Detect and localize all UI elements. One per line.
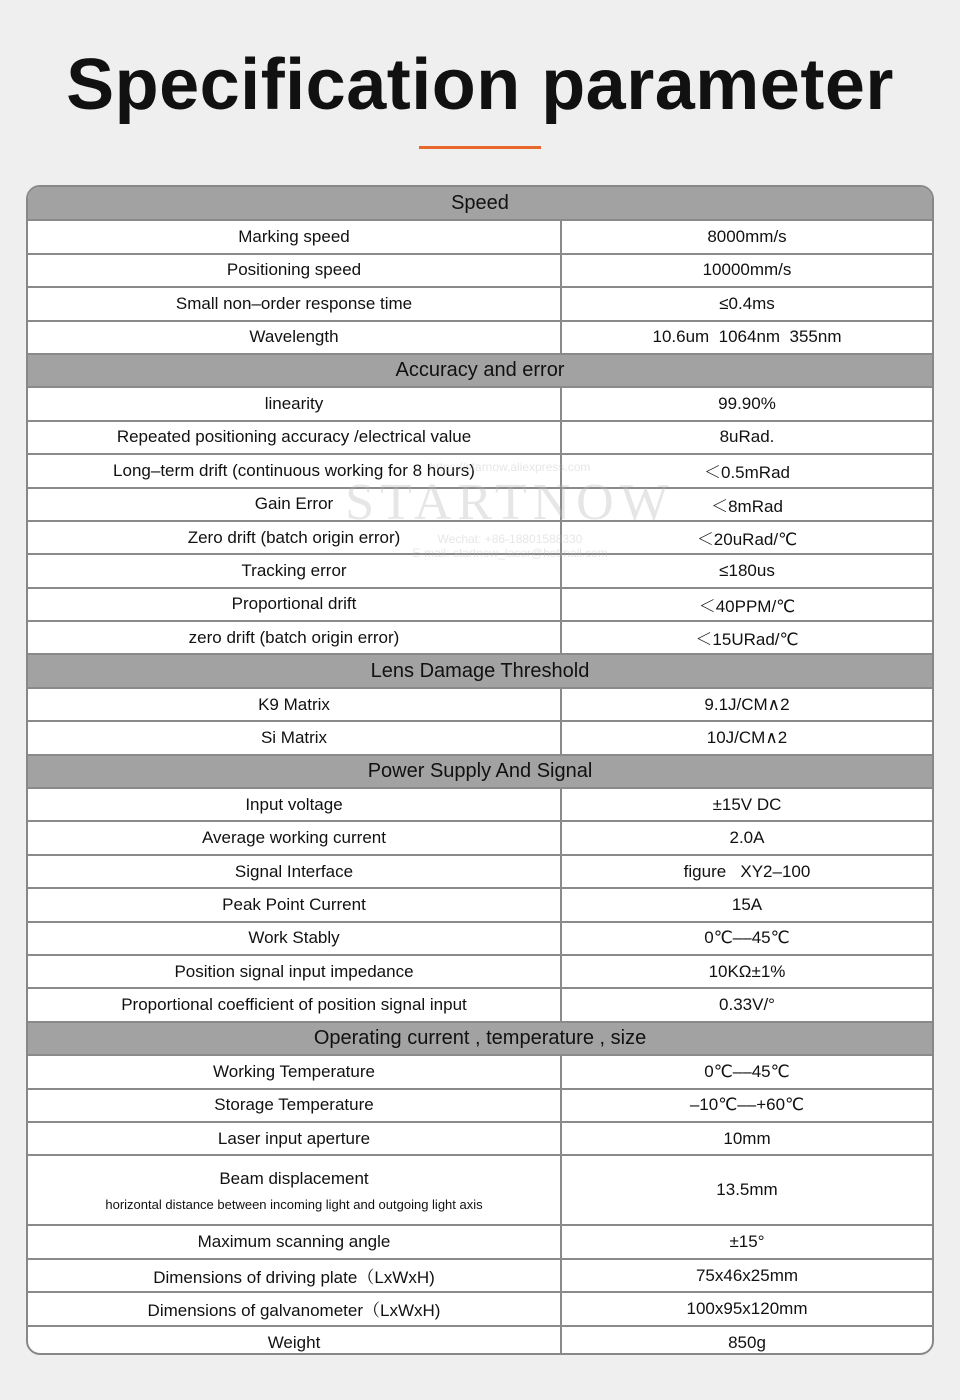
spec-label (28, 1225, 561, 1258)
title-underline (419, 146, 541, 149)
spec-label-text: Zero drift (batch origin error) (187, 527, 401, 547)
spec-value: 2.0A (561, 821, 932, 854)
spec-row (28, 1155, 932, 1225)
spec-label-text: Gain Error (254, 494, 334, 514)
spec-value: –10℃––+60℃ (561, 1089, 932, 1122)
section-header: Operating current , temperature , size (28, 1022, 932, 1055)
spec-value: 13.5mm (561, 1155, 932, 1225)
spec-row (28, 321, 932, 354)
spec-label (28, 922, 561, 955)
spec-label (28, 287, 561, 320)
spec-row (28, 688, 932, 721)
spec-row (28, 1292, 932, 1325)
spec-label-text: Average working current (202, 828, 386, 848)
spec-label-text: Proportional drift (231, 594, 357, 614)
spec-value: ±15V DC (561, 788, 932, 821)
watermark-url: https://starnow.aliexpress.com (429, 460, 591, 474)
spec-value: 10000mm/s (561, 254, 932, 287)
spec-label (28, 554, 561, 587)
spec-label-text: Tracking error (241, 560, 347, 580)
spec-value: ＜0.5mRad (561, 454, 932, 487)
spec-row (28, 521, 932, 554)
spec-label-text: Repeated positioning accuracy /electrical value (116, 427, 472, 447)
spec-row (28, 387, 932, 420)
page-title: Specification parameter (66, 45, 894, 125)
spec-label-text: Working Temperature (213, 1061, 375, 1081)
spec-label (28, 254, 561, 287)
spec-row (28, 922, 932, 955)
spec-value: ＜40PPM/℃ (561, 588, 932, 621)
spec-label-text: Long–term drift (continuous working for 8 hours) (113, 460, 475, 480)
spec-value: ＜8mRad (561, 488, 932, 521)
spec-label (28, 421, 561, 454)
spec-value: 850g (728, 1332, 766, 1352)
spec-label-text: Maximum scanning angle (197, 1232, 391, 1252)
spec-label-text: Input voltage (245, 794, 343, 814)
spec-value: 10mm (561, 1122, 932, 1155)
spec-label (28, 955, 561, 988)
spec-row (28, 554, 932, 587)
spec-row (28, 1326, 932, 1355)
spec-label-text: Signal Interface (234, 861, 354, 881)
spec-row (28, 220, 932, 253)
spec-label-text: Small non–order response time (175, 293, 413, 313)
spec-label (28, 588, 561, 621)
spec-row (28, 888, 932, 921)
spec-value: ±15° (561, 1225, 932, 1258)
watermark-wechat: Wechat: +86-18801588330 (437, 532, 583, 546)
spec-label-text: K9 Matrix (258, 694, 330, 714)
spec-label (28, 821, 561, 854)
spec-row (28, 1122, 932, 1155)
spec-value: figure XY2–100 (561, 855, 932, 888)
spec-value: 15A (561, 888, 932, 921)
spec-value: ≤180us (561, 554, 932, 587)
spec-row (28, 1089, 932, 1122)
spec-row (28, 721, 932, 754)
spec-row (28, 588, 932, 621)
spec-value: ＜15URad/℃ (561, 621, 932, 654)
spec-label (28, 855, 561, 888)
spec-row (28, 821, 932, 854)
spec-label (28, 454, 561, 487)
spec-label-text: Dimensions of galvanometer（LxWxH) (147, 1301, 441, 1321)
spec-label (28, 521, 561, 554)
spec-value: 100x95x120mm (561, 1292, 932, 1325)
spec-label-note: horizontal distance between incoming light and outgoing light axis (105, 1196, 483, 1212)
spec-row (28, 254, 932, 287)
spec-value: 8uRad. (561, 421, 932, 454)
spec-row (28, 454, 932, 487)
spec-label-text: Position signal input impedance (174, 961, 414, 981)
section-header: Speed (28, 187, 932, 220)
spec-row (28, 1225, 932, 1258)
spec-value: 8000mm/s (561, 220, 932, 253)
spec-label-text: Positioning speed (226, 260, 362, 280)
spec-label (28, 1259, 561, 1292)
spec-row (28, 488, 932, 521)
watermark-email: E-mail: startnow_laser@hotmail.com (412, 546, 608, 560)
spec-label (28, 688, 561, 721)
spec-label (28, 1326, 561, 1355)
spec-label-text: Marking speed (238, 227, 350, 247)
spec-value: ＜20uRad/℃ (561, 521, 932, 554)
spec-table (26, 185, 934, 1355)
spec-value: 10J/CM∧2 (561, 721, 932, 754)
spec-label (28, 321, 561, 354)
spec-label (28, 1292, 561, 1325)
spec-label (28, 1089, 561, 1122)
spec-row (28, 287, 932, 320)
spec-label (28, 1155, 561, 1225)
spec-label-text: zero drift (batch origin error) (188, 627, 400, 647)
spec-row (28, 421, 932, 454)
spec-label (28, 220, 561, 253)
spec-label-text: Si Matrix (260, 727, 328, 747)
watermark-brand: STARTNOW (345, 474, 675, 531)
spec-label (28, 788, 561, 821)
spec-value: 75x46x25mm (561, 1259, 932, 1292)
spec-row (28, 855, 932, 888)
spec-value: 10.6um 1064nm 355nm (561, 321, 932, 354)
spec-label (28, 1122, 561, 1155)
spec-label-text: Work Stably (248, 928, 340, 948)
spec-label-text: Laser input aperture (217, 1128, 371, 1148)
spec-value: 0℃––45℃ (561, 922, 932, 955)
spec-label-text: Storage Temperature (214, 1095, 374, 1115)
spec-value: 0℃––45℃ (561, 1055, 932, 1088)
spec-label-text: Dimensions of driving plate（LxWxH) (153, 1268, 435, 1288)
spec-row (28, 988, 932, 1021)
spec-row (28, 955, 932, 988)
spec-label-text: Peak Point Current (222, 894, 366, 914)
spec-row (28, 788, 932, 821)
spec-label (28, 721, 561, 754)
spec-row (28, 1259, 932, 1292)
spec-label-text: Beam displacement (219, 1168, 369, 1188)
spec-label (28, 888, 561, 921)
spec-label (28, 488, 561, 521)
spec-value: 10KΩ±1% (561, 955, 932, 988)
spec-value: 99.90% (561, 387, 932, 420)
spec-label (28, 387, 561, 420)
spec-value: 9.1J/CM∧2 (561, 688, 932, 721)
spec-label-text: linearity (264, 394, 324, 414)
spec-label-text: Wavelength (249, 327, 339, 347)
spec-row (28, 1055, 932, 1088)
section-header: Lens Damage Threshold (28, 654, 932, 687)
spec-row (28, 621, 932, 654)
section-header: Accuracy and error (28, 354, 932, 387)
spec-label (28, 621, 561, 654)
spec-label-text: Proportional coefficient of position signal input (121, 995, 467, 1015)
spec-label (28, 1055, 561, 1088)
spec-value: ≤0.4ms (561, 287, 932, 320)
spec-value: 0.33V/° (561, 988, 932, 1021)
section-header: Power Supply And Signal (28, 755, 932, 788)
spec-label-text: Weight (267, 1332, 321, 1352)
spec-label (28, 988, 561, 1021)
